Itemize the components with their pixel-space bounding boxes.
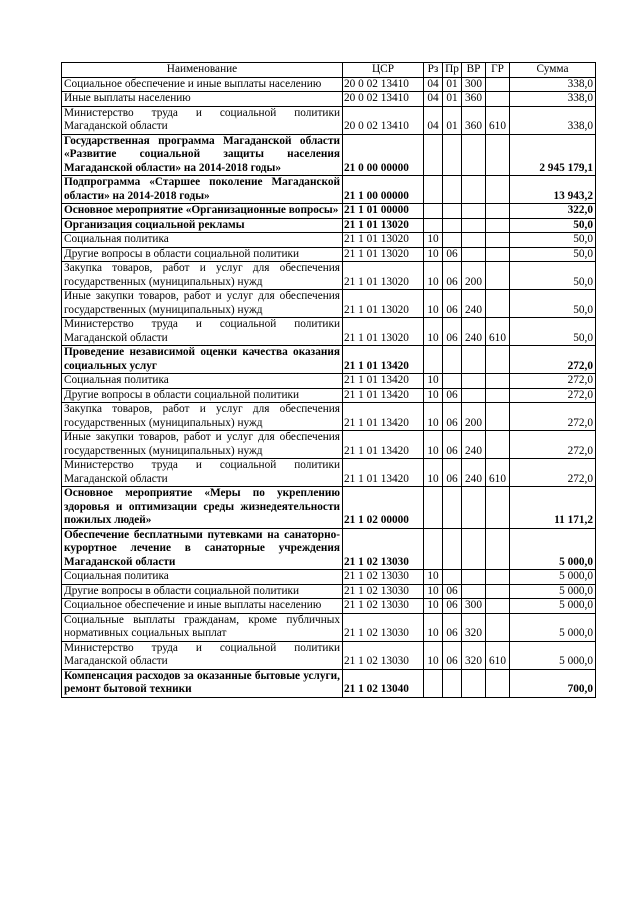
cell-vr: 320: [462, 613, 486, 641]
cell-name: Министерство труда и социальной политики Магаданской области: [62, 459, 343, 487]
cell-gr: [486, 290, 510, 318]
cell-csr: 21 1 01 13420: [343, 459, 424, 487]
cell-gr: 610: [486, 641, 510, 669]
cell-name: Основное мероприятие «Организационные вопросы»: [62, 204, 343, 219]
cell-name: Государственная программа Магаданской области «Развитие социальной защиты населения Магаданской области» на 2014-2018 годы»: [62, 134, 343, 176]
cell-rz: [424, 487, 443, 529]
cell-name: Социальная политика: [62, 570, 343, 585]
cell-rz: 10: [424, 374, 443, 389]
cell-vr: [462, 176, 486, 204]
cell-vr: [462, 584, 486, 599]
header-gr: ГР: [486, 63, 510, 78]
table-row: [62, 134, 596, 176]
cell-gr: [486, 669, 510, 697]
cell-csr: 21 1 02 00000: [343, 487, 424, 529]
cell-rz: [424, 669, 443, 697]
cell-pr: 06: [443, 641, 462, 669]
cell-pr: 06: [443, 247, 462, 262]
cell-sum: 338,0: [510, 106, 596, 134]
cell-name: Министерство труда и социальной политики Магаданской области: [62, 641, 343, 669]
cell-csr: 21 1 02 13030: [343, 613, 424, 641]
table-row: [62, 290, 596, 318]
cell-csr: 21 1 02 13030: [343, 528, 424, 570]
cell-rz: 10: [424, 388, 443, 403]
cell-gr: [486, 487, 510, 529]
cell-rz: 10: [424, 290, 443, 318]
cell-sum: 50,0: [510, 218, 596, 233]
cell-sum: 13 943,2: [510, 176, 596, 204]
table-row: [62, 92, 596, 107]
cell-sum: 50,0: [510, 233, 596, 248]
cell-rz: [424, 134, 443, 176]
table-row: [62, 247, 596, 262]
cell-csr: 21 1 01 13020: [343, 290, 424, 318]
cell-csr: 21 1 01 13020: [343, 247, 424, 262]
table-row: [62, 459, 596, 487]
cell-gr: [486, 570, 510, 585]
cell-csr: 21 1 01 13020: [343, 233, 424, 248]
cell-vr: [462, 247, 486, 262]
cell-rz: 10: [424, 403, 443, 431]
cell-name: Иные закупки товаров, работ и услуг для обеспечения государственных (муниципальных) нужд: [62, 431, 343, 459]
cell-sum: 5 000,0: [510, 641, 596, 669]
cell-vr: 200: [462, 262, 486, 290]
table-row: [62, 346, 596, 374]
table-row: [62, 431, 596, 459]
cell-sum: 50,0: [510, 318, 596, 346]
cell-rz: 10: [424, 233, 443, 248]
cell-csr: 21 1 02 13030: [343, 584, 424, 599]
table-row: [62, 388, 596, 403]
cell-name: Министерство труда и социальной политики Магаданской области: [62, 106, 343, 134]
cell-gr: [486, 233, 510, 248]
cell-sum: 272,0: [510, 431, 596, 459]
cell-rz: 10: [424, 570, 443, 585]
cell-rz: [424, 346, 443, 374]
cell-vr: 360: [462, 92, 486, 107]
cell-csr: 21 1 02 13030: [343, 599, 424, 614]
cell-rz: 10: [424, 247, 443, 262]
table-row: [62, 669, 596, 697]
header-rz: Рз: [424, 63, 443, 78]
cell-sum: 338,0: [510, 77, 596, 92]
cell-vr: [462, 374, 486, 389]
cell-sum: 272,0: [510, 403, 596, 431]
cell-name: Социальные выплаты гражданам, кроме публичных нормативных социальных выплат: [62, 613, 343, 641]
cell-name: Иные закупки товаров, работ и услуг для обеспечения государственных (муниципальных) нужд: [62, 290, 343, 318]
table-row: [62, 262, 596, 290]
cell-gr: [486, 584, 510, 599]
cell-gr: [486, 204, 510, 219]
cell-name: Закупка товаров, работ и услуг для обеспечения государственных (муниципальных) нужд: [62, 403, 343, 431]
cell-pr: 01: [443, 77, 462, 92]
table-row: [62, 599, 596, 614]
cell-sum: 50,0: [510, 262, 596, 290]
cell-rz: 10: [424, 318, 443, 346]
cell-name: Министерство труда и социальной политики Магаданской области: [62, 318, 343, 346]
cell-name: Компенсация расходов за оказанные бытовые услуги, ремонт бытовой техники: [62, 669, 343, 697]
cell-gr: [486, 77, 510, 92]
cell-gr: [486, 346, 510, 374]
cell-csr: 21 1 01 13420: [343, 374, 424, 389]
cell-csr: 21 1 01 13020: [343, 262, 424, 290]
table-row: [62, 403, 596, 431]
cell-name: Организация социальной рекламы: [62, 218, 343, 233]
cell-rz: [424, 218, 443, 233]
cell-pr: 06: [443, 318, 462, 346]
cell-vr: 240: [462, 431, 486, 459]
table-row: [62, 106, 596, 134]
cell-gr: 610: [486, 459, 510, 487]
cell-vr: 320: [462, 641, 486, 669]
cell-vr: 300: [462, 77, 486, 92]
cell-pr: 06: [443, 262, 462, 290]
cell-sum: 322,0: [510, 204, 596, 219]
cell-gr: [486, 403, 510, 431]
cell-csr: 21 0 00 00000: [343, 134, 424, 176]
table-row: [62, 641, 596, 669]
cell-csr: 20 0 02 13410: [343, 77, 424, 92]
cell-gr: [486, 431, 510, 459]
cell-rz: 04: [424, 92, 443, 107]
cell-sum: 50,0: [510, 290, 596, 318]
cell-gr: [486, 134, 510, 176]
cell-sum: 338,0: [510, 92, 596, 107]
cell-gr: 610: [486, 318, 510, 346]
cell-rz: 10: [424, 584, 443, 599]
cell-pr: [443, 487, 462, 529]
cell-name: Основное мероприятие «Меры по укреплению здоровья и оптимизации среды жизнедеятельности пожилых людей»: [62, 487, 343, 529]
cell-pr: 06: [443, 613, 462, 641]
cell-pr: [443, 233, 462, 248]
cell-sum: 5 000,0: [510, 570, 596, 585]
cell-vr: 240: [462, 459, 486, 487]
cell-rz: 10: [424, 613, 443, 641]
cell-pr: [443, 528, 462, 570]
cell-vr: [462, 204, 486, 219]
cell-vr: [462, 388, 486, 403]
cell-sum: 2 945 179,1: [510, 134, 596, 176]
cell-sum: 5 000,0: [510, 584, 596, 599]
cell-vr: 300: [462, 599, 486, 614]
header-vr: ВР: [462, 63, 486, 78]
cell-sum: 700,0: [510, 669, 596, 697]
cell-gr: [486, 388, 510, 403]
cell-vr: [462, 669, 486, 697]
cell-gr: [486, 176, 510, 204]
cell-name: Другие вопросы в области социальной политики: [62, 584, 343, 599]
cell-rz: 10: [424, 641, 443, 669]
cell-sum: 5 000,0: [510, 613, 596, 641]
table-row: [62, 374, 596, 389]
header-sum: Сумма: [510, 63, 596, 78]
cell-csr: 21 1 02 13030: [343, 641, 424, 669]
table-header-row: [62, 63, 596, 78]
table-row: [62, 176, 596, 204]
cell-gr: [486, 528, 510, 570]
cell-sum: 5 000,0: [510, 528, 596, 570]
cell-vr: [462, 570, 486, 585]
cell-vr: [462, 487, 486, 529]
cell-pr: 06: [443, 599, 462, 614]
cell-name: Социальное обеспечение и иные выплаты населению: [62, 77, 343, 92]
table-row: [62, 487, 596, 529]
table-row: [62, 233, 596, 248]
cell-sum: 272,0: [510, 374, 596, 389]
cell-name: Проведение независимой оценки качества оказания социальных услуг: [62, 346, 343, 374]
cell-rz: 04: [424, 106, 443, 134]
cell-pr: 06: [443, 431, 462, 459]
cell-gr: 610: [486, 106, 510, 134]
cell-pr: 06: [443, 290, 462, 318]
table-row: [62, 204, 596, 219]
table-body: [62, 77, 596, 697]
header-csr: ЦСР: [343, 63, 424, 78]
cell-name: Подпрограмма «Старшее поколение Магаданской области» на 2014-2018 годы»: [62, 176, 343, 204]
cell-csr: 21 1 02 13030: [343, 570, 424, 585]
table-row: [62, 218, 596, 233]
cell-vr: 360: [462, 106, 486, 134]
cell-csr: 20 0 02 13410: [343, 92, 424, 107]
cell-rz: [424, 176, 443, 204]
cell-rz: 10: [424, 262, 443, 290]
cell-csr: 21 1 01 13420: [343, 388, 424, 403]
cell-name: Закупка товаров, работ и услуг для обеспечения государственных (муниципальных) нужд: [62, 262, 343, 290]
cell-pr: [443, 374, 462, 389]
cell-pr: 06: [443, 459, 462, 487]
cell-name: Другие вопросы в области социальной политики: [62, 388, 343, 403]
cell-gr: [486, 613, 510, 641]
table-row: [62, 613, 596, 641]
cell-pr: [443, 134, 462, 176]
cell-pr: [443, 176, 462, 204]
cell-gr: [486, 218, 510, 233]
cell-name: Обеспечение бесплатными путевками на санаторно-курортное лечение в санаторные учреждения Магаданской области: [62, 528, 343, 570]
cell-sum: 272,0: [510, 388, 596, 403]
cell-pr: 06: [443, 403, 462, 431]
cell-name: Социальное обеспечение и иные выплаты населению: [62, 599, 343, 614]
cell-pr: [443, 346, 462, 374]
cell-rz: 10: [424, 599, 443, 614]
cell-gr: [486, 262, 510, 290]
cell-vr: 240: [462, 290, 486, 318]
cell-csr: 21 1 01 13020: [343, 318, 424, 346]
cell-csr: 21 1 01 00000: [343, 204, 424, 219]
cell-vr: [462, 528, 486, 570]
cell-name: Иные выплаты населению: [62, 92, 343, 107]
cell-csr: 21 1 01 13020: [343, 218, 424, 233]
cell-pr: [443, 218, 462, 233]
table-row: [62, 528, 596, 570]
cell-csr: 21 1 00 00000: [343, 176, 424, 204]
cell-pr: [443, 204, 462, 219]
cell-pr: 01: [443, 106, 462, 134]
cell-sum: 272,0: [510, 459, 596, 487]
cell-csr: 21 1 01 13420: [343, 346, 424, 374]
table-row: [62, 570, 596, 585]
cell-sum: 50,0: [510, 247, 596, 262]
cell-name: Социальная политика: [62, 233, 343, 248]
cell-rz: 10: [424, 431, 443, 459]
cell-pr: 06: [443, 388, 462, 403]
cell-pr: 01: [443, 92, 462, 107]
cell-gr: [486, 247, 510, 262]
cell-csr: 20 0 02 13410: [343, 106, 424, 134]
cell-sum: 272,0: [510, 346, 596, 374]
cell-vr: 200: [462, 403, 486, 431]
header-pr: Пр: [443, 63, 462, 78]
cell-vr: 240: [462, 318, 486, 346]
cell-pr: 06: [443, 584, 462, 599]
cell-gr: [486, 374, 510, 389]
cell-vr: [462, 218, 486, 233]
budget-table: [61, 62, 596, 698]
cell-rz: 10: [424, 459, 443, 487]
table-row: [62, 318, 596, 346]
cell-vr: [462, 346, 486, 374]
header-name: Наименование: [62, 63, 343, 78]
cell-pr: [443, 669, 462, 697]
cell-vr: [462, 233, 486, 248]
table-row: [62, 77, 596, 92]
cell-rz: [424, 204, 443, 219]
cell-csr: 21 1 01 13420: [343, 403, 424, 431]
cell-sum: 5 000,0: [510, 599, 596, 614]
cell-vr: [462, 134, 486, 176]
cell-rz: [424, 528, 443, 570]
cell-rz: 04: [424, 77, 443, 92]
cell-name: Социальная политика: [62, 374, 343, 389]
cell-csr: 21 1 01 13420: [343, 431, 424, 459]
cell-pr: [443, 570, 462, 585]
table-row: [62, 584, 596, 599]
cell-gr: [486, 599, 510, 614]
cell-gr: [486, 92, 510, 107]
cell-csr: 21 1 02 13040: [343, 669, 424, 697]
cell-sum: 11 171,2: [510, 487, 596, 529]
cell-name: Другие вопросы в области социальной политики: [62, 247, 343, 262]
